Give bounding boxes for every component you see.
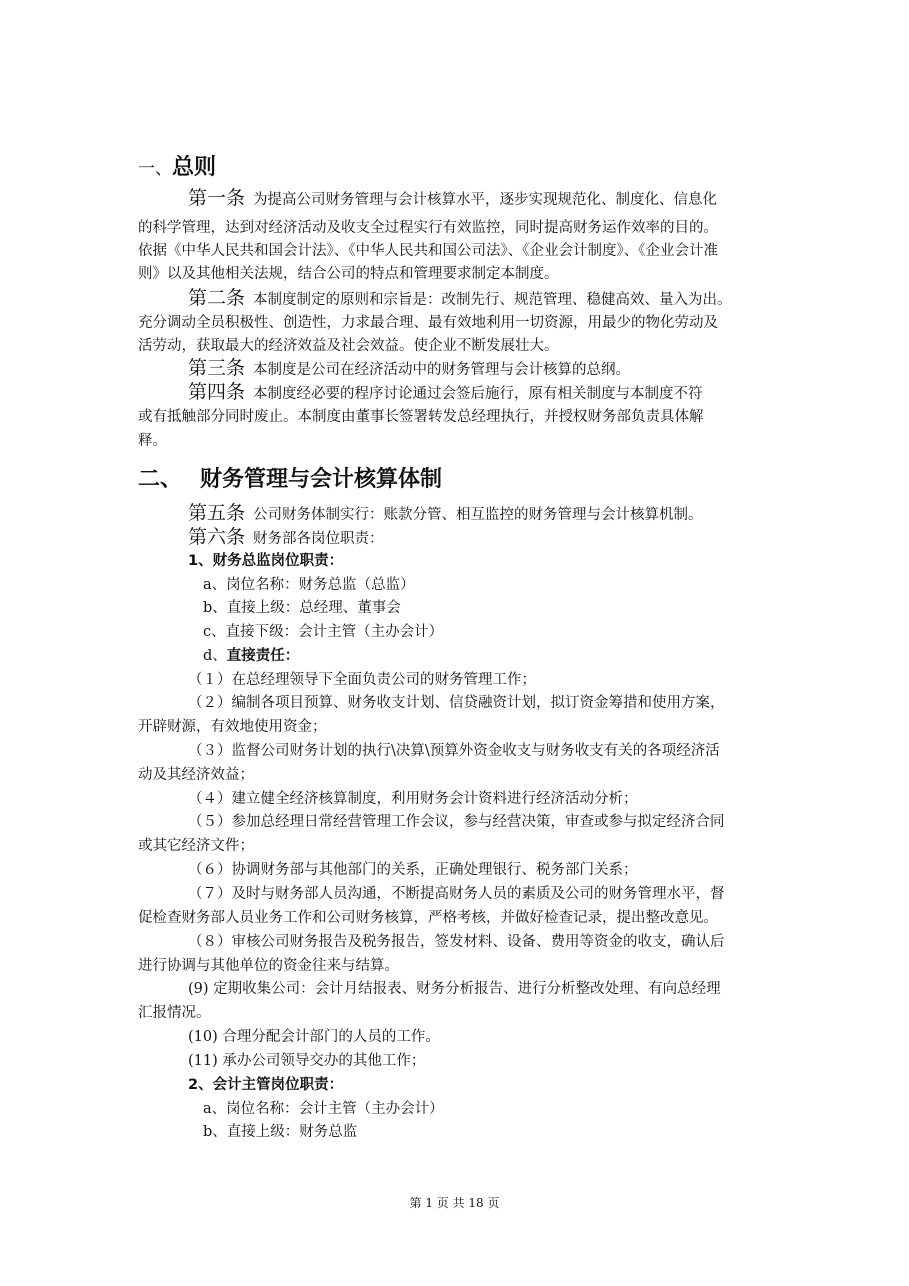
duty-item-8-line-1: （８）审核公司财务报告及税务报告，签发材料、设备、费用等资金的收支，确认后 xyxy=(188,934,725,950)
article-2-line-3: 活劳动，获取最大的经济效益及社会效益。使企业不断发展壮大。 xyxy=(138,338,559,354)
article-1-line-1 xyxy=(188,188,717,210)
accounting-supervisor-duties-heading: 2、会计主管岗位职责： xyxy=(188,1077,344,1093)
article-2-label: 第二条 xyxy=(188,287,246,309)
duty-item-3-line-2: 动及其经济效益； xyxy=(138,767,254,783)
supervisor-position-name: a、岗位名称：会计主管（主办会计） xyxy=(203,1101,444,1117)
duty-item-9-line-1: (9) 定期收集公司：会计月结报表、财务分析报告、进行分析整改处理、有向总经理 xyxy=(188,981,721,997)
section-2-heading xyxy=(138,462,442,493)
duty-item-6: （６）协调财务部与其他部门的关系，正确处理银行、税务部门关系； xyxy=(188,862,638,878)
article-4-line-3: 释。 xyxy=(138,433,167,449)
section-1-title: 总则 xyxy=(172,155,217,180)
cfo-direct-superior: b、直接上级：总经理、董事会 xyxy=(203,600,401,616)
article-1-label: 第一条 xyxy=(188,187,246,209)
cfo-position-name: a、岗位名称：财务总监（总监） xyxy=(203,577,415,593)
section-1-number: 一、 xyxy=(138,159,172,179)
cfo-direct-subordinate: c、直接下级：会计主管（主办会计） xyxy=(203,624,444,640)
supervisor-direct-superior: b、直接上级：财务总监 xyxy=(203,1124,358,1140)
duty-item-11: (11) 承办公司领导交办的其他工作； xyxy=(188,1053,426,1069)
responsibility-prefix: d、 xyxy=(203,648,227,664)
duty-item-7-line-2: 促检查财务部人员业务工作和公司财务核算，严格考核，并做好检查记录，提出整改意见。 xyxy=(138,910,718,926)
section-2-title: 财务管理与会计核算体制 xyxy=(200,467,443,492)
article-5-line-1 xyxy=(188,503,703,525)
section-2-number: 二、 xyxy=(138,467,183,492)
article-6-line-1 xyxy=(188,527,384,549)
article-4-text: 本制度经必要的程序讨论通过会签后施行，原有相关制度与本制度不符 xyxy=(253,386,703,402)
article-5-label: 第五条 xyxy=(188,502,246,524)
article-1-line-3: 依据《中华人民共和国会计法》、《中华人民共和国公司法》、《企业会计制度》、《企业会计准 xyxy=(138,243,718,259)
cfo-duties-heading: 1、财务总监岗位职责： xyxy=(188,553,344,569)
duty-item-7-line-1: （７）及时与财务部人员沟通，不断提高财务人员的素质及公司的财务管理水平，督 xyxy=(188,886,725,902)
article-2-line-2: 充分调动全员积极性、创造性，力求最合理、最有效地利用一切资源，用最少的物化劳动及 xyxy=(138,315,718,331)
article-5-text: 公司财务体制实行：账款分管、相互监控的财务管理与会计核算机制。 xyxy=(253,507,703,523)
article-1-line-2: 的科学管理，达到对经济活动及收支全过程实行有效监控，同时提高财务运作效率的目的。 xyxy=(138,220,718,236)
article-3-text: 本制度是公司在经济活动中的财务管理与会计核算的总纲。 xyxy=(253,362,631,378)
article-3-label: 第三条 xyxy=(188,357,246,379)
article-4-label: 第四条 xyxy=(188,381,246,403)
cfo-direct-responsibility xyxy=(203,646,299,666)
responsibility-label: 直接责任： xyxy=(226,648,300,664)
article-6-text: 财务部各岗位职责： xyxy=(253,531,384,547)
article-2-line-1 xyxy=(188,288,732,310)
article-4-line-1 xyxy=(188,382,703,404)
section-1-heading xyxy=(138,150,216,181)
article-1-line-4: 则》以及其他相关法规，结合公司的特点和管理要求制定本制度。 xyxy=(138,266,559,282)
article-6-label: 第六条 xyxy=(188,526,246,548)
article-4-line-2: 或有抵触部分同时废止。本制度由董事长签署转发总经理执行，并授权财务部负责具体解 xyxy=(138,409,704,425)
article-1-text: 为提高公司财务管理与会计核算水平，逐步实现规范化、制度化、信息化 xyxy=(253,192,718,208)
page-footer: 第 1 页 共 18 页 xyxy=(409,1196,500,1210)
duty-item-2-line-2: 开辟财源，有效地使用资金； xyxy=(138,719,327,735)
duty-item-8-line-2: 进行协调与其他单位的资金往来与结算。 xyxy=(138,958,399,974)
duty-item-5-line-1: （５）参加总经理日常经营管理工作会议，参与经营决策，审查或参与拟定经济合同 xyxy=(188,814,725,830)
duty-item-9-line-2: 汇报情况。 xyxy=(138,1005,211,1021)
duty-item-4: （４）建立健全经济核算制度，利用财务会计资料进行经济活动分析； xyxy=(188,791,638,807)
article-3-line-1 xyxy=(188,358,630,380)
duty-item-3-line-1: （３）监督公司财务计划的执行\决算\预算外资金收支与财务收支有关的各项经济活 xyxy=(188,743,720,759)
duty-item-2-line-1: （２）编制各项目预算、财务收支计划、信贷融资计划，拟订资金筹措和使用方案， xyxy=(188,695,725,711)
duty-item-1: （１）在总经理领导下全面负责公司的财务管理工作； xyxy=(188,672,536,688)
duty-item-10: (10) 合理分配会计部门的人员的工作。 xyxy=(188,1029,440,1045)
duty-item-5-line-2: 或其它经济文件； xyxy=(138,838,254,854)
article-2-text: 本制度制定的原则和宗旨是：改制先行、规范管理、稳健高效、量入为出。 xyxy=(253,292,732,308)
